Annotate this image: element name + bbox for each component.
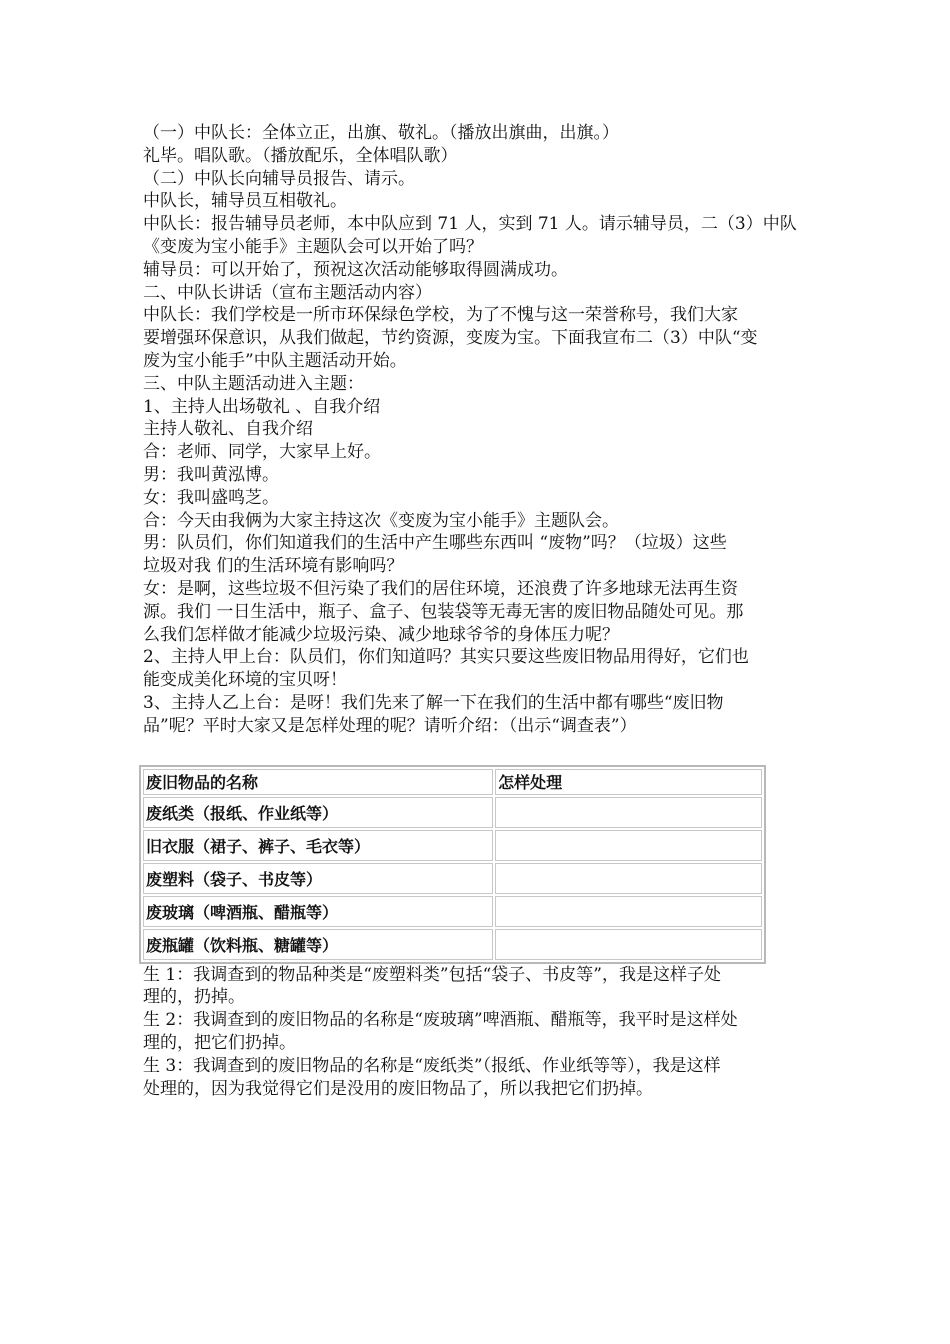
- text-line: 礼毕。唱队歌。（播放配乐，全体唱队歌）: [143, 145, 458, 166]
- table-cell-handling: [495, 797, 762, 828]
- table-cell-name: 废玻璃（啤酒瓶、醋瓶等）: [143, 896, 493, 927]
- text-line: 合：今天由我俩为大家主持这次《变废为宝小能手》主题队会。: [143, 510, 619, 531]
- text-block-after-table: [143, 964, 811, 1101]
- text-line: 废为宝小能手”中队主题活动开始。: [143, 350, 407, 371]
- section-heading: 三、中队主题活动进入主题：: [143, 373, 364, 394]
- table-cell-handling: [495, 863, 762, 894]
- text-line: 品”呢？平时大家又是怎样处理的呢？请听介绍：（出示“调查表”）: [143, 715, 637, 736]
- text-line: 合：老师、同学，大家早上好。: [143, 442, 381, 463]
- text-line: 辅导员：可以开始了，预祝这次活动能够取得圆满成功。: [143, 259, 568, 280]
- text-line: 理的，把它们扔掉。: [143, 1032, 296, 1053]
- table-cell-handling: [495, 896, 762, 927]
- text-line: 女：我叫盛鸣芝。: [143, 487, 279, 508]
- text-line: 男：队员们，你们知道我们的生活中产生哪些东西叫 “废物”吗？（垃圾）这些: [143, 533, 727, 554]
- text-line: 3、主持人乙上台：是呀！我们先来了解一下在我们的生活中都有哪些“废旧物: [143, 692, 724, 713]
- table-header-handling: 怎样处理: [495, 769, 762, 795]
- document-page: [143, 122, 811, 1100]
- text-line: 生 2：我调查到的废旧物品的名称是“废玻璃”啤酒瓶、醋瓶等，我平时是这样处: [143, 1010, 738, 1031]
- text-line: 要增强环保意识，从我们做起，节约资源，变废为宝。下面我宣布二（3）中队“变: [143, 328, 758, 349]
- text-line: 《变废为宝小能手》主题队会可以开始了吗？: [143, 236, 483, 257]
- text-line: 垃圾对我 们的生活环境有影响吗？: [143, 556, 404, 577]
- text-line: 2、主持人甲上台：队员们，你们知道吗？其实只要这些废旧物品用得好，它们也: [143, 647, 749, 668]
- text-line: 源。我们 一日生活中，瓶子、盒子、包装袋等无毒无害的废旧物品随处可见。那: [143, 601, 744, 622]
- text-line: 1、主持人出场敬礼 、自我介绍: [143, 396, 381, 417]
- text-line: （二）中队长向辅导员报告、请示。: [143, 168, 415, 189]
- text-line: 主持人敬礼、自我介绍: [143, 419, 313, 440]
- text-line: 中队长：我们学校是一所市环保绿色学校，为了不愧与这一荣誉称号，我们大家: [143, 305, 738, 326]
- table-cell-name: 废纸类（报纸、作业纸等）: [143, 797, 493, 828]
- table-cell-name: 旧衣服（裙子、裤子、毛衣等）: [143, 830, 493, 861]
- text-line: 处理的，因为我觉得它们是没用的废旧物品了，所以我把它们扔掉。: [143, 1078, 653, 1099]
- table-cell-handling: [495, 830, 762, 861]
- table-cell-name: 废瓶罐（饮料瓶、糖罐等）: [143, 929, 493, 960]
- text-line: 能变成美化环境的宝贝呀！: [143, 670, 347, 691]
- text-line: 中队长：报告辅导员老师，本中队应到 71 人，实到 71 人。请示辅导员，二（3）中队: [143, 214, 797, 235]
- table-cell-name: 废塑料（袋子、书皮等）: [143, 863, 493, 894]
- table-row: [143, 830, 762, 861]
- text-line: 男：我叫黄泓博。: [143, 464, 279, 485]
- text-line: （一）中队长：全体立正，出旗、敬礼。（播放出旗曲，出旗。）: [143, 123, 619, 143]
- table-header-name: 废旧物品的名称: [143, 769, 493, 795]
- survey-table: [139, 765, 766, 964]
- text-line: 女：是啊，这些垃圾不但污染了我们的居住环境，还浪费了许多地球无法再生资: [143, 578, 738, 599]
- table-row: [143, 863, 762, 894]
- table-row: [143, 896, 762, 927]
- text-line: 生 1：我调查到的物品种类是“废塑料类”包括“袋子、书皮等”，我是这样子处: [143, 964, 721, 985]
- section-heading: 二、中队长讲话（宣布主题活动内容）: [143, 282, 432, 303]
- text-line: 中队长，辅导员互相敬礼。: [143, 191, 347, 212]
- text-line: 么我们怎样做才能减少垃圾污染、减少地球爷爷的身体压力呢？: [143, 624, 619, 645]
- spacer: [143, 738, 811, 765]
- table-header-row: [143, 769, 762, 795]
- text-line: 理的，扔掉。: [143, 987, 245, 1008]
- table-row: [143, 797, 762, 828]
- text-line: 生 3：我调查到的废旧物品的名称是“废纸类”（报纸、作业纸等等），我是这样: [143, 1055, 721, 1076]
- text-block-before-table: [143, 122, 811, 738]
- table-cell-handling: [495, 929, 762, 960]
- table-row: [143, 929, 762, 960]
